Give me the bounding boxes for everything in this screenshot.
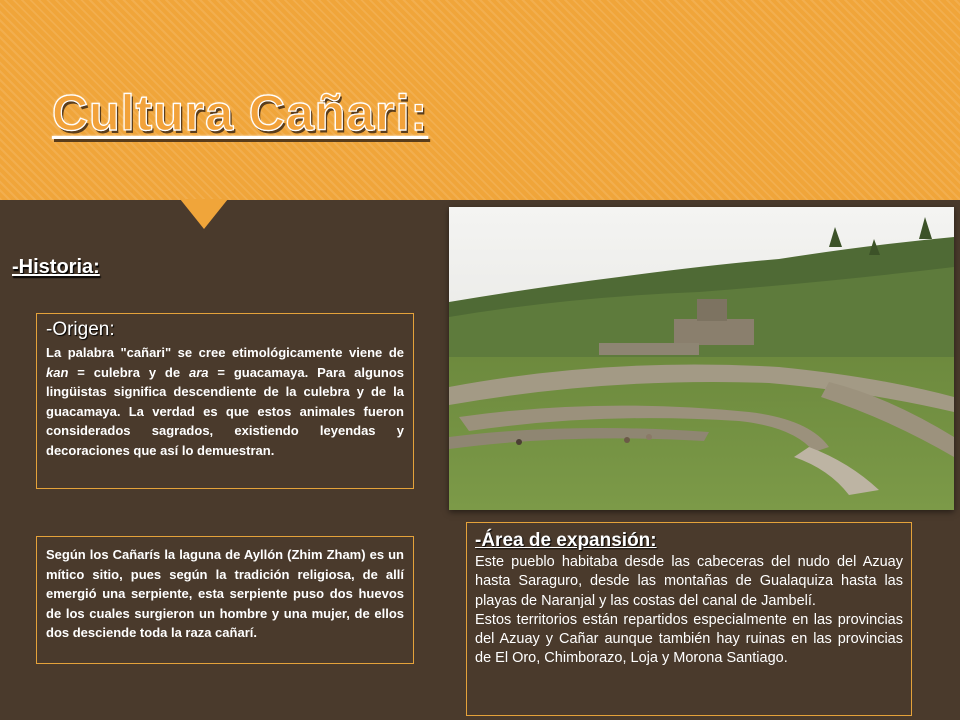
origen-text: La palabra "cañari" se cree etimológicamente viene de kan = culebra y de ara = guacamaya. Para algunos lingüistas significa descendiente de la culebra y de la guacamaya. La verdad es que estos animales fueron considerados sagrados, existiendo leyendas y decoraciones que así lo demuestran. [46, 345, 405, 458]
slide-title: Cultura Cañari: [52, 85, 429, 141]
ingapirca-ruins-photo [449, 207, 954, 510]
area-text-1: Este pueblo habitaba desde las cabeceras del nudo del Azuay hasta Saraguro, desde las montañas de Gualaquiza hasta las playas de Naranjal y las costas del canal de Jambelí. [475, 554, 903, 609]
area-text-2: Estos territorios están repartidos especialmente en las provincias del Azuay y Cañar aunque también hay ruinas en las provincias de El Oro, Chimborazo, Loja y Morona Santiago. [475, 611, 903, 667]
area-expansion-textbox [466, 522, 912, 716]
section-heading-historia: -Historia: [12, 256, 100, 278]
ayllon-text: Según los Cañarís la laguna de Ayllón (Zhim Zham) es un mítico sitio, pues según la tradición religiosa, de allí emergió una serpiente, esta serpiente puso dos huevos de los cuales surgieron un hombre y una mujer, de ellos dos desciende toda la raza cañarí. [46, 547, 404, 640]
area-heading: -Área de expansión: [475, 530, 657, 551]
origen-heading: -Origen: [46, 319, 115, 340]
origen-textbox [36, 313, 414, 489]
banner-notch [180, 199, 228, 229]
title-banner [0, 0, 960, 200]
ayllon-textbox [36, 536, 414, 664]
